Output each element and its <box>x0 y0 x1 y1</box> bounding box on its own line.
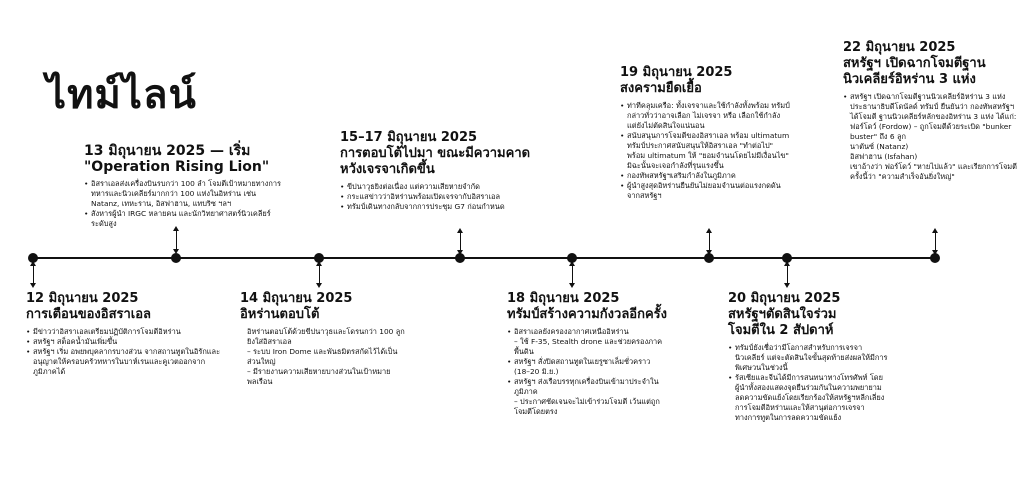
event-bullet: • สังหารผู้นำ IRGC หลายคน และนักวิทยาศาสตร์นิวเคลียร์ระดับสูง <box>84 209 282 229</box>
event-bullet: – ระบบ Iron Dome และพันธมิตรสกัดไว้ได้เป็นส่วนใหญ่ <box>247 347 398 366</box>
event-bullet: เขาอ้างว่า ฟอร์โดว์ "หายไปแล้ว" และเรียกการโจมตีครั้งนี้ว่า "ความสำเร็จอันยิ่งใหญ่" <box>850 162 1017 181</box>
event-date: 13 มิถุนายน 2025 — เริ่ม <box>84 143 251 159</box>
event-headline: สหรัฐฯ เปิดฉากโจมตีฐาน <box>843 56 986 71</box>
event-date: 18 มิถุนายน 2025 <box>507 291 620 306</box>
event-bullet: – มีรายงานความเสียหายบางส่วนในเป้าหมายพลเรือน <box>247 367 391 386</box>
event-bullet: อิสฟาฮาน (Isfahan) <box>850 152 918 161</box>
event-bullet: • สหรัฐฯ เปิดฉากโจมตีฐานนิวเคลียร์อิหร่าน 3 แห่ง <box>843 92 1019 102</box>
event-bullet: • อิสราเอลส่งเครื่องบินรบกว่า 100 ลำ โจมตีเป้าหมายทางการทหารและนิวเคลียร์มากกว่า 100 แห่งในอิหร่าน เช่น Natanz, เทหะราน, อิสฟาฮาน, แทบริซ ฯลฯ <box>84 179 282 209</box>
page-title: ไทม์ไลน์ <box>46 72 197 118</box>
event-bullet: • กองทัพสหรัฐฯเสริมกำลังในภูมิภาค <box>620 171 790 181</box>
event-bullets <box>84 179 282 229</box>
connector-arrow-jun18 <box>572 266 573 283</box>
event-bullet: • สหรัฐฯ เริ่ม อพยพบุคลากรบางส่วน จากสถานทูตในอิรักและอนุญาตให้ครอบครัวทหารในบาห์เรนและคูเวตออกจากภูมิภาคได้ <box>26 347 226 377</box>
event-bullet: – ใช้ F-35, Stealth drone และช่วยครองภาคพื้นดิน <box>514 337 663 356</box>
event-bullets <box>507 327 665 417</box>
event-headline: ทรัมป์สร้างความกังวลอีกครั้ง <box>507 307 667 322</box>
event-jun20 <box>728 291 888 423</box>
event-bullet: • ทรัมป์เดินทางกลับจากการประชุม G7 ก่อนกำหนด <box>340 202 540 212</box>
event-bullet: ทรัมป์ประกาศสนับสนุนให้อิสราเอล "ทำต่อไป" พร้อม ultimatum ให้ "ยอมจำนนโดยไม่มีเงื่อนไข" มิฉะนั้นจะเจอกำลังที่รุนแรงขึ้น <box>627 141 789 170</box>
event-bullet: • รัสเซียและจีนได้มีการสนทนาทางโทรศัพท์ โดยผู้นำทั้งสองแสดงจุดยืนร่วมกันในความพยายามลดความขัดแย้งโดยเรียกร้องให้สหรัฐฯหลีกเลี่ยงการโจมตีอิหร่านและให้สานุต่อการเจรจาทางการทูตในการลดความขัดแย้ง <box>728 373 888 423</box>
event-date: 14 มิถุนายน 2025 <box>240 291 353 306</box>
event-jun19 <box>620 65 790 201</box>
event-bullet: • อิสราเอลยังครองอากาศเหนืออิหร่าน <box>507 327 665 337</box>
connector-arrow-jun22 <box>935 233 936 250</box>
event-bullet: • กระแสข่าวว่าอิหร่านพร้อมเปิดเจรจากับอิสราเอล <box>340 192 540 202</box>
timeline-axis <box>32 257 938 259</box>
event-jun18 <box>507 291 665 417</box>
event-bullet: • มีข่าวว่าอิสราเอลเตรียมปฏิบัติการโจมตีอิหร่าน <box>26 327 226 337</box>
event-bullet: • สหรัฐฯ สต็อคน้ำมันเพิ่มขึ้น <box>26 337 226 347</box>
event-headline: อิหร่านตอบโต้ <box>240 307 320 322</box>
event-headline: การเตือนของอิสราเอล <box>26 307 152 322</box>
event-bullet: ฟอร์โดว์ (Fordow) – ถูกโจมตีด้วยระเบิด "bunker buster" ถึง 6 ลูก <box>850 122 1012 141</box>
event-bullet: นาตันซ์ (Natanz) <box>850 142 909 151</box>
event-bullet: • ทรัมป์ยังเชื่อว่ามีโอกาสสำหรับการเจรจานิวเคลียร์ แต่จะตัดสินใจขั้นสุดท้ายส่งผลให้มีการพิเศษวนในช่วงนี้ <box>728 343 888 373</box>
event-headline: สหรัฐฯตัดสินใจร่วม <box>728 307 837 322</box>
event-bullet: • ขีปนาวุธยิงต่อเนื่อง แต่ความเสียหายจำกัด <box>340 182 540 192</box>
event-bullet: • ท่าทีคลุมเครือ: ทั้งเจรจาและใช้กำลังทั้งพร้อม ทรัมป์กล่าวทั่วว่าอาจเลือก ไม่เจรจา หรือ เลือกใช้กำลัง แต่ยังไม่ตัดสินใจแน่นอน <box>620 101 790 131</box>
event-bullet: • สหรัฐฯ ส่งเรือบรรทุกเครื่องบินเข้ามาประจำในภูมิภาค <box>507 377 665 397</box>
event-bullet: • สหรัฐฯ สั่งปิดสถานทูตในเยรูซาเล็มชั่วคราว (18–20 มิ.ย.) <box>507 357 665 377</box>
connector-arrow-jun14 <box>319 266 320 283</box>
event-jun12 <box>26 291 226 377</box>
event-bullets <box>340 182 540 212</box>
timeline-dot-jun13 <box>171 253 181 263</box>
event-bullets <box>26 327 226 377</box>
event-date: 22 มิถุนายน 2025 <box>843 40 956 55</box>
event-date: 12 มิถุนายน 2025 <box>26 291 139 306</box>
event-headline: หวังเจรจาเกิดขึ้น <box>340 162 435 177</box>
event-bullet: – ประกาศชัดเจนจะไม่เข้าร่วมโจมตี เว้นแต่ถูกโจมตีโดยตรง <box>514 397 660 416</box>
event-headline: การตอบโต้ไปมา ขณะมีความคาด <box>340 146 531 161</box>
event-jun15-17 <box>340 130 540 212</box>
event-bullets <box>728 343 888 423</box>
event-headline: "Operation Rising Lion" <box>84 159 270 175</box>
event-headline: สงครามยืดเยื้อ <box>620 81 702 96</box>
event-headline: โจมตีใน 2 สัปดาห์ <box>728 323 834 338</box>
event-jun13 <box>84 143 282 229</box>
event-jun22 <box>843 40 1019 182</box>
event-jun14 <box>240 291 410 387</box>
event-bullet: • ผู้นำสูงสุดอิหร่านยืนยันไม่ยอมจำนนต่อแรงกดดันจากสหรัฐฯ <box>620 181 790 201</box>
event-date: 19 มิถุนายน 2025 <box>620 65 733 80</box>
event-bullet: • สนับสนุนการโจมตีของอิสราเอล พร้อม ultimatum <box>620 131 790 141</box>
connector-arrow-jun12 <box>33 266 34 283</box>
connector-arrow-jun19 <box>709 233 710 250</box>
connector-arrow-jun15-17 <box>460 233 461 250</box>
event-bullets <box>240 327 410 387</box>
connector-arrow-jun13 <box>176 231 177 249</box>
connector-arrow-jun20 <box>787 266 788 283</box>
event-bullet: อิหร่านตอบโต้ด้วยขีปนาวุธและโดรนกว่า 100 ลูกยิงใส่อิสราเอล <box>247 327 405 346</box>
event-date: 20 มิถุนายน 2025 <box>728 291 841 306</box>
event-date: 15–17 มิถุนายน 2025 <box>340 130 478 145</box>
event-headline: นิวเคลียร์อิหร่าน 3 แห่ง <box>843 72 976 87</box>
event-bullets <box>843 92 1019 182</box>
event-bullets <box>620 101 790 201</box>
event-bullet: ประธานาธิบดีโดนัลด์ ทรัมป์ ยืนยันว่า กองทัพสหรัฐฯ ได้โจมตี ฐานนิวเคลียร์หลักของอิหร่าน 3 แห่ง ได้แก่: <box>850 102 1017 121</box>
